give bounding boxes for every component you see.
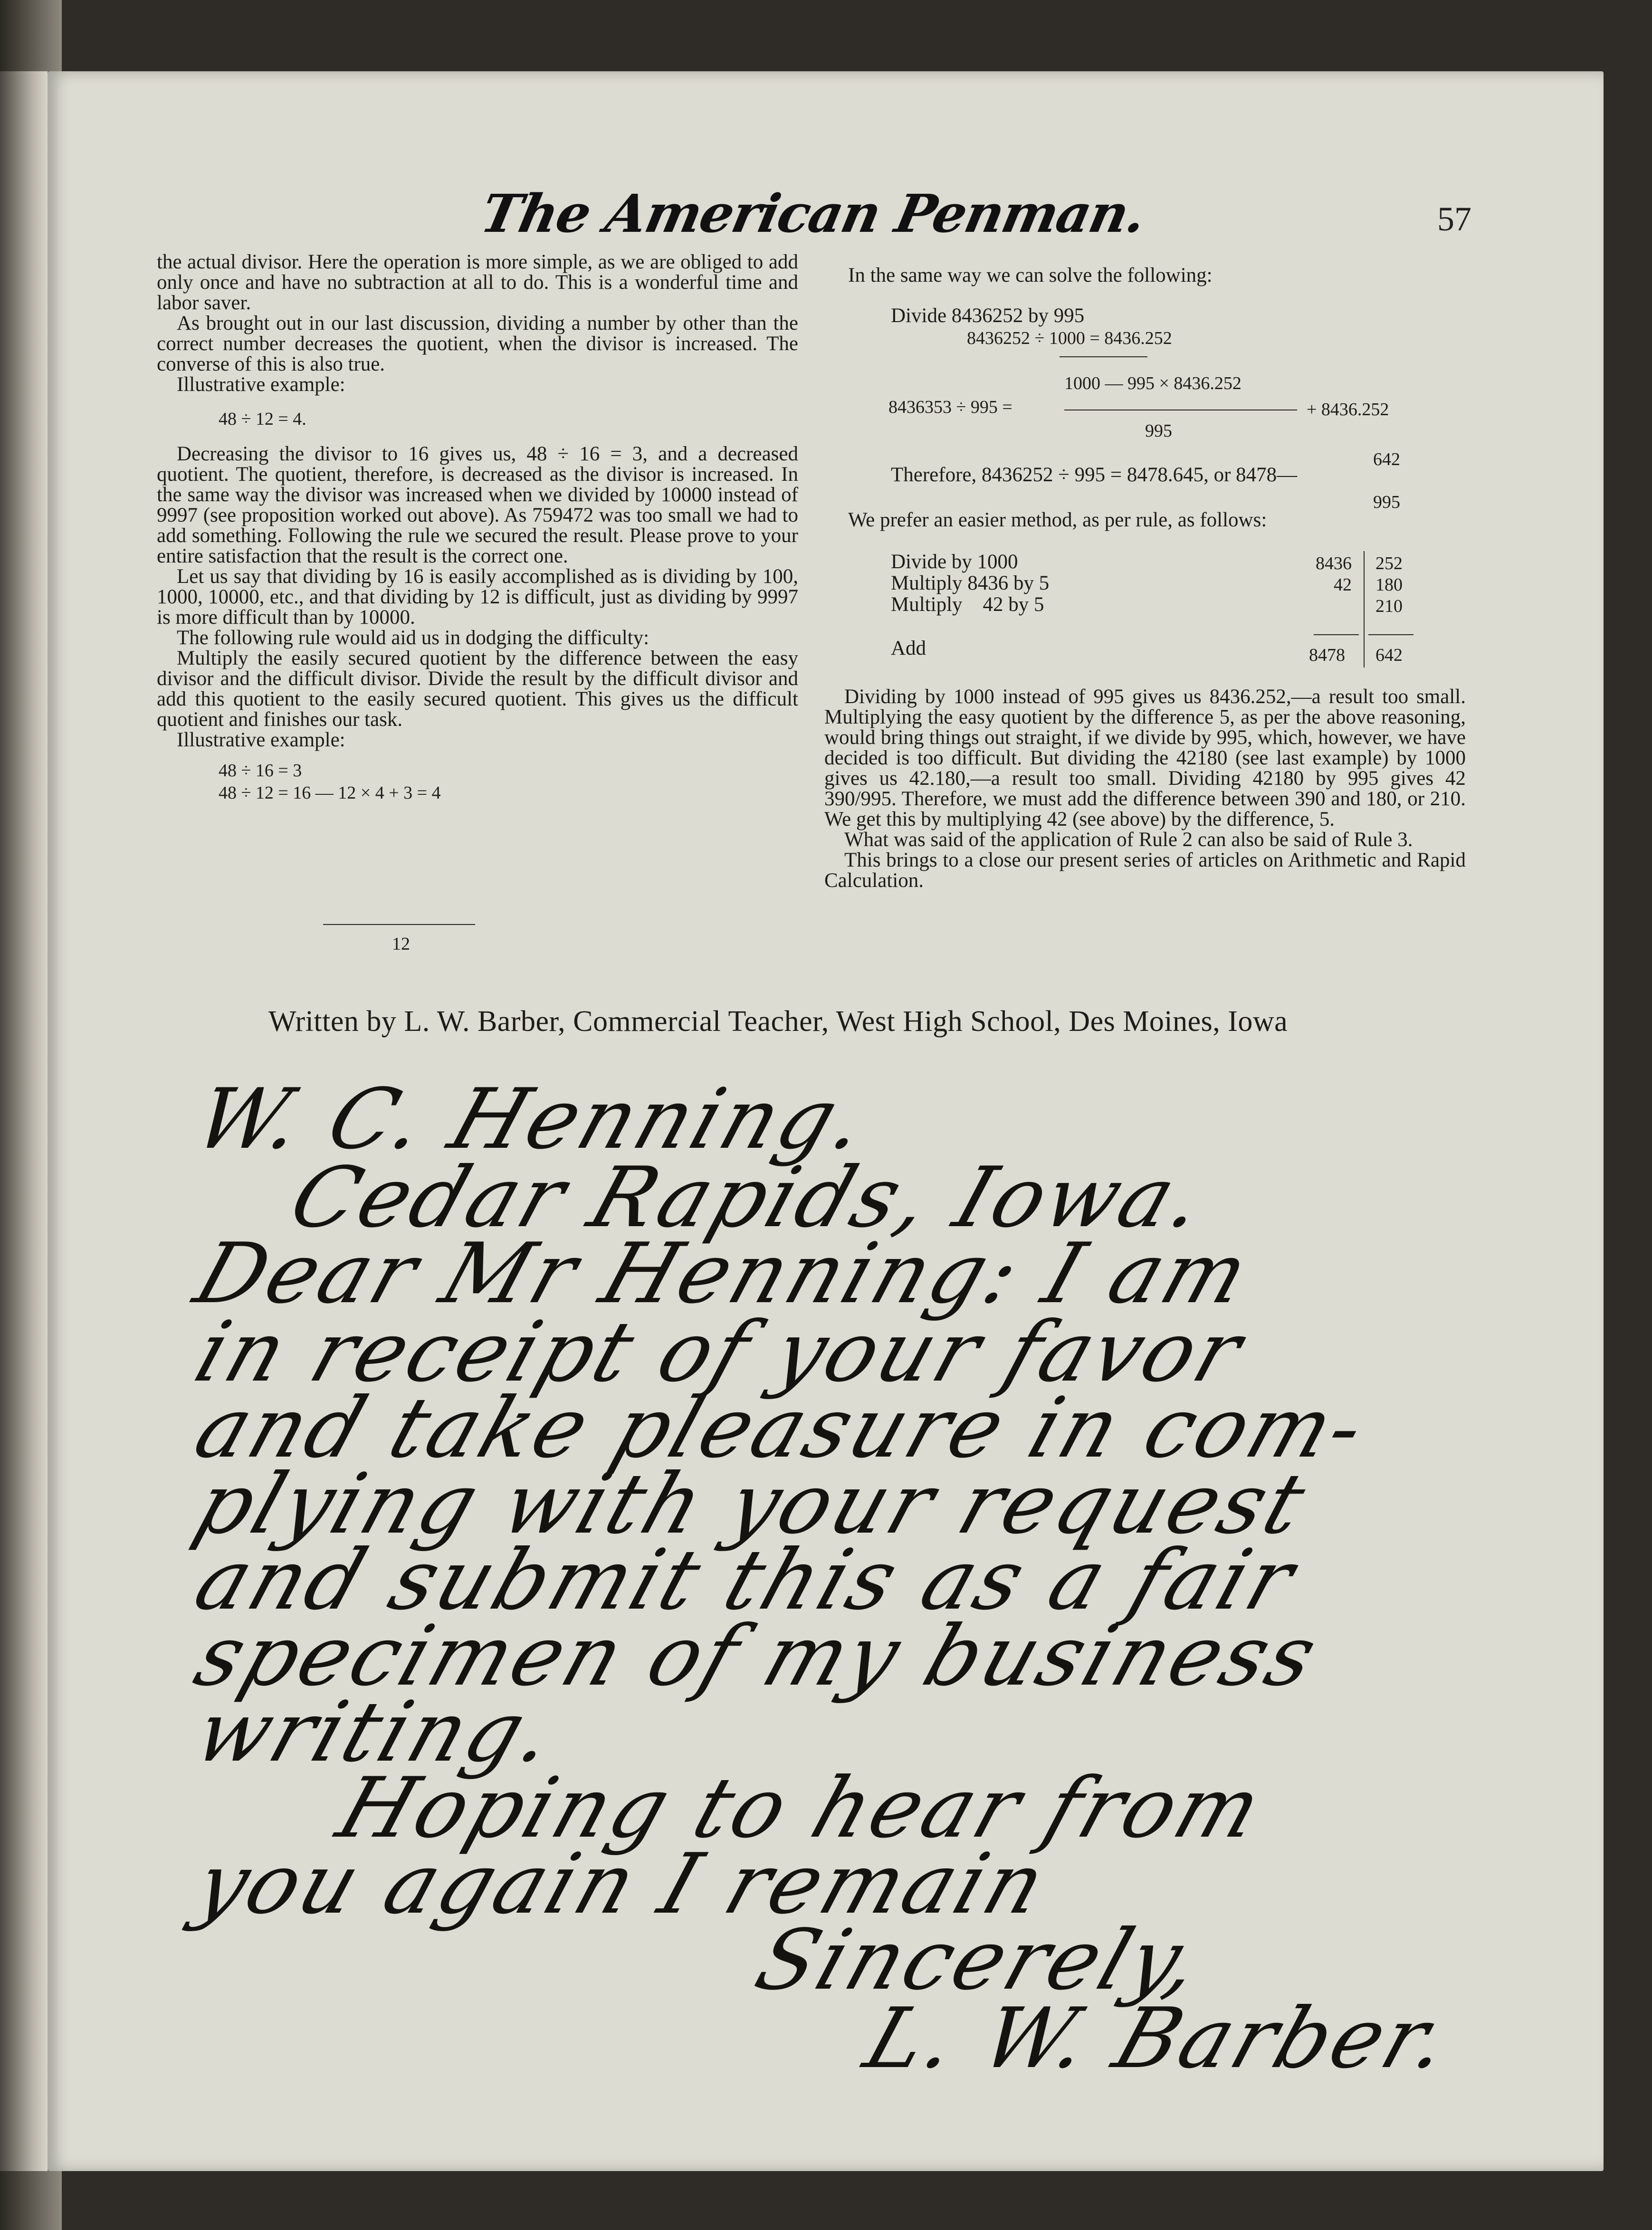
handwriting-line: Cedar Rapids, Iowa. (279, 1150, 1219, 1246)
add-total: 8478 (1309, 645, 1345, 665)
masthead-title: The American Penman. (476, 183, 1151, 244)
fraction-lhs: 8436353 ÷ 995 = (888, 397, 1012, 417)
handwriting-line: you again I remain (184, 1836, 1060, 1933)
illustrative-label: Illustrative example: (177, 373, 345, 396)
table-row: Multiply 42 by 5 210 (891, 593, 1403, 616)
table-divider (1364, 551, 1365, 667)
sum-rule (1368, 634, 1413, 635)
fraction-bar (323, 924, 475, 925)
paragraph: the actual divisor. Here the operation is more simple, as we are obliged to add only once and have no subtraction at all to do. This is a wonderful time and labor saver. (157, 251, 798, 314)
handwriting-signature: L. W. Barber. (854, 1991, 1464, 2087)
equation: 48 ÷ 16 = 3 (219, 761, 302, 781)
sum-rule (1314, 634, 1359, 635)
handwriting-closing: Sincerely, (745, 1912, 1215, 2009)
superscript-number: 642 (1373, 449, 1400, 469)
handwriting-line: specimen of my business (184, 1608, 1331, 1705)
paragraph: Multiply the easily secured quotient by the difference between the easy divisor and the difficult divisor. Divide the result by the difficult divisor and add this quotient to the easily secured quotient. This gives us the difficult quotient and finishes our task. (157, 647, 798, 731)
fraction-plus: + 8436.252 (1307, 400, 1389, 419)
left-column (157, 252, 798, 803)
handwriting-line: and take pleasure in com- (184, 1380, 1379, 1477)
short-rule (1060, 356, 1147, 357)
add-label: Add (891, 637, 926, 659)
byline: Written by L. W. Barber, Commercial Teacher, West High School, Des Moines, Iowa (268, 1005, 1288, 1038)
handwriting-line: Hoping to hear from (326, 1760, 1276, 1857)
math-line: 8436252 ÷ 1000 = 8436.252 (967, 328, 1172, 348)
fraction-denominator: 995 (1145, 421, 1172, 441)
right-column-text (824, 686, 1466, 891)
handwriting-line: in receipt of your favor (184, 1304, 1256, 1401)
handwriting-line: Dear Mr Henning: I am (184, 1226, 1262, 1322)
handwriting-line: plying with your request (184, 1456, 1319, 1553)
paragraph: Decreasing the divisor to 16 gives us, 48 ÷ 16 = 3, and a decreased quotient. The quotient, therefore, is decreased as the divisor is increased. In the same way the divisor was increased when we divided by 10000 instead of 9997 (see proposition worked out above). As 759472 was too small we had to add something. Following the rule we secured the result. Please prove to your entire satisfaction that the result is the correct one. (157, 443, 798, 567)
paragraph: What was said of the application of Rule 2 can also be said of Rule 3. (844, 829, 1413, 851)
paragraph: Dividing by 1000 instead of 995 gives us 8436.252,—a result too small. Multiplying the easy quotient by the difference 5, as per the above reasoning, would bring things out straight, if we divide by 995, which, however, we have decided is too difficult. But dividing the 42180 (see last example) by 1000 gives us 42.180,—a result too small. Dividing 42180 by 995 gives 42 390/995. Therefore, we must add the difference between 390 and 180, or 210. We get this by multiplying 42 (see above) by the difference, 5. (824, 686, 1466, 830)
handwriting-line: and submit this as a fair (184, 1532, 1308, 1629)
paragraph: We prefer an easier method, as per rule, as follows: (848, 509, 1267, 531)
equation: 48 ÷ 12 = 4. (219, 409, 306, 429)
illustrative-label: Illustrative example: (177, 729, 345, 751)
fraction-numerator: 1000 — 995 × 8436.252 (1064, 373, 1241, 393)
page-number: 57 (1437, 200, 1471, 238)
paragraph: The following rule would aid us in dodging the difficulty: (177, 627, 649, 649)
paragraph: In the same way we can solve the following: (848, 264, 1213, 286)
therefore-line: Therefore, 8436252 ÷ 995 = 8478.645, or 8478— (891, 464, 1298, 486)
table-row: Multiply 8436 by 5 42 180 (891, 572, 1403, 595)
math-line: Divide 8436252 by 995 (891, 305, 1085, 327)
paragraph: Let us say that dividing by 16 is easily accomplished as is dividing by 100, 1000, 10000, etc., and that dividing by 12 is difficult, just as dividing by 9997 is more difficult than by 10000. (157, 565, 798, 629)
left-page-edge (0, 71, 48, 2171)
handwriting-line: W. C. Henning. (184, 1071, 881, 1168)
paragraph: As brought out in our last discussion, dividing a number by other than the correct number decreases the quotient, when the divisor is increased. The converse of this is also true. (157, 312, 798, 375)
table-row: Divide by 1000 8436 252 (891, 551, 1403, 573)
add-total: 642 (1375, 645, 1403, 665)
subscript-number: 995 (1373, 492, 1400, 512)
handwriting-line: writing. (184, 1684, 569, 1781)
calc-table (891, 551, 1418, 615)
paragraph: This brings to a close our present series of articles on Arithmetic and Rapid Calculation. (824, 849, 1466, 892)
equation: 48 ÷ 12 = 16 — 12 × 4 + 3 = 4 (219, 783, 441, 803)
equation-denominator: 12 (392, 934, 410, 954)
